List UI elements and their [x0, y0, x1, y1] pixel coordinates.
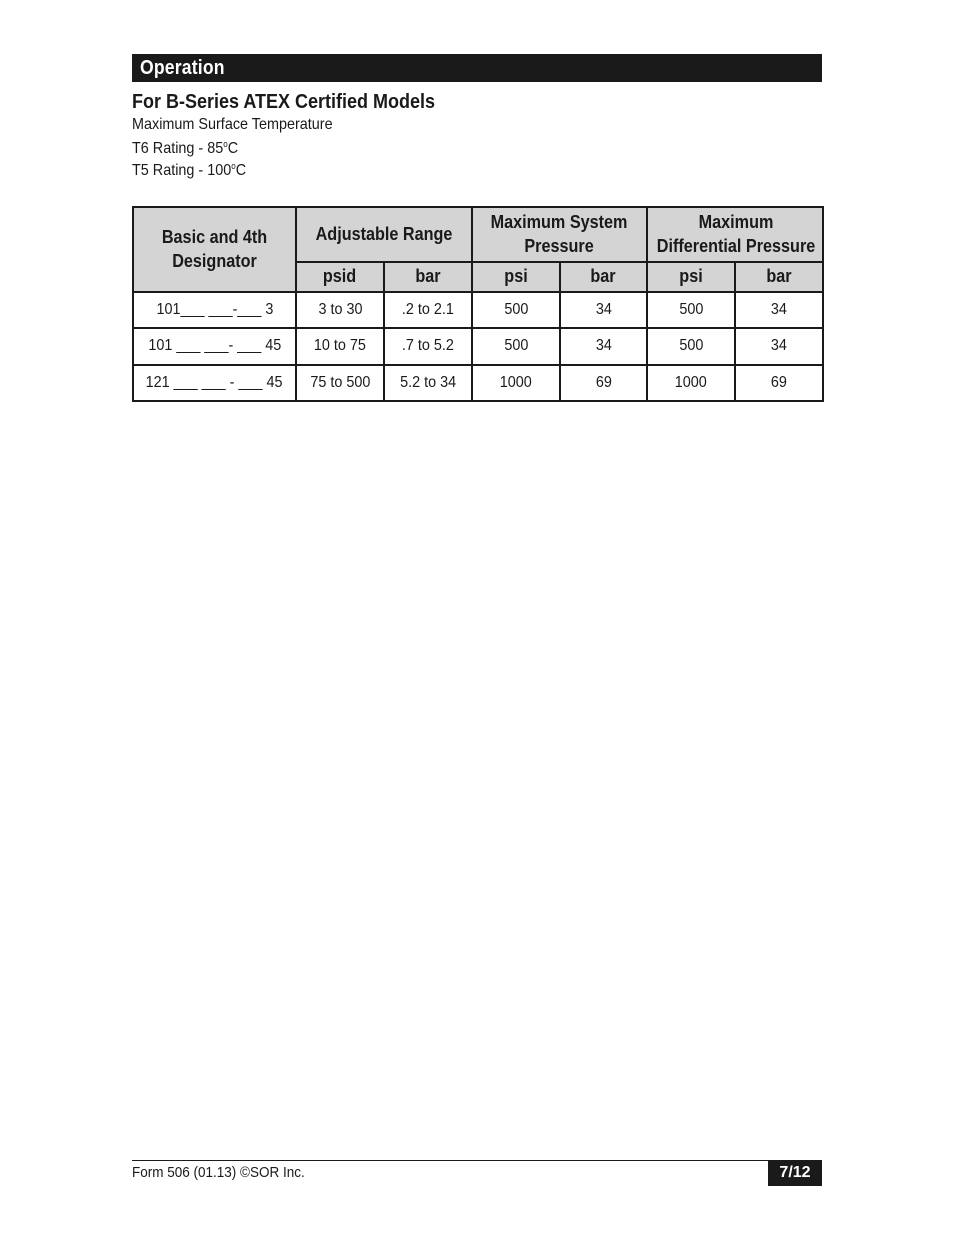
- cell-text: 69: [595, 373, 612, 391]
- table-cell: [472, 365, 560, 401]
- subheader-cell: [560, 262, 647, 292]
- table-cell: [133, 292, 296, 328]
- cell-text: 500: [503, 301, 529, 319]
- table-cell: [560, 292, 647, 328]
- cell-text: 500: [678, 337, 704, 355]
- temperature-unit: C: [235, 162, 247, 179]
- t5-rating-text: T5 Rating - 100: [132, 162, 232, 179]
- table-cell: [560, 365, 647, 401]
- table-cell: [472, 292, 560, 328]
- page-heading: For B-Series ATEX Certified Models: [132, 91, 436, 113]
- cell-text: 101___ ___-___ 3: [156, 301, 273, 319]
- table-cell: [384, 292, 472, 328]
- subheader-cell: [647, 262, 735, 292]
- table-row: [133, 365, 823, 401]
- t6-rating: [132, 139, 238, 158]
- section-header-bar: [132, 54, 822, 82]
- cell-text: .2 to 2.1: [401, 301, 455, 319]
- subheader-text: bar: [415, 266, 441, 287]
- cell-text: .7 to 5.2: [401, 337, 455, 355]
- subheader-text: psi: [679, 266, 703, 287]
- cell-text: 34: [595, 337, 612, 355]
- header-diff-line1: Maximum: [698, 212, 774, 233]
- subheader-cell: [472, 262, 560, 292]
- table-cell: [296, 365, 384, 401]
- table-row: [133, 292, 823, 328]
- table-cell: [647, 292, 735, 328]
- table-cell: [133, 328, 296, 364]
- cell-text: 34: [770, 301, 788, 319]
- cell-text: 101 ___ ___- ___ 45: [148, 337, 281, 355]
- temperature-unit: C: [227, 140, 239, 157]
- degree-mark: o: [223, 139, 228, 149]
- table-cell: [133, 365, 296, 401]
- cell-text: 3 to 30: [317, 301, 363, 319]
- pressure-spec-table: [132, 206, 824, 402]
- t6-rating-text: T6 Rating - 85: [132, 140, 224, 157]
- subheader-text: bar: [766, 266, 792, 287]
- cell-text: 34: [770, 337, 788, 355]
- subheader-text: psi: [504, 266, 528, 287]
- header-diff-line2: Differential Pressure: [656, 236, 816, 257]
- header-max-differential-pressure: [647, 207, 823, 262]
- temperature-label: Maximum Surface Temperature: [132, 116, 333, 133]
- page-number: 7/12: [768, 1160, 822, 1186]
- subheader-cell: [296, 262, 384, 292]
- table-cell: [296, 292, 384, 328]
- cell-text: 500: [678, 301, 704, 319]
- cell-text: 1000: [499, 373, 533, 391]
- footer-divider: [132, 1160, 822, 1161]
- header-basic-designator: [133, 207, 296, 292]
- degree-mark: o: [231, 161, 236, 171]
- header-max-system-pressure: [472, 207, 647, 262]
- header-basic-line1: Basic and 4th: [161, 227, 268, 248]
- table-header-row: [133, 207, 823, 262]
- table-cell: [735, 365, 823, 401]
- table-cell: [647, 328, 735, 364]
- subheader-text: bar: [590, 266, 617, 287]
- cell-text: 69: [770, 373, 788, 391]
- table-cell: [296, 328, 384, 364]
- table-cell: [472, 328, 560, 364]
- table-cell: [735, 328, 823, 364]
- cell-text: 500: [503, 337, 529, 355]
- header-basic-line2: Designator: [172, 251, 257, 272]
- subheader-text: psid: [323, 266, 357, 287]
- section-title: Operation: [140, 57, 225, 79]
- table-cell: [647, 365, 735, 401]
- table-cell: [735, 292, 823, 328]
- table-cell: [384, 328, 472, 364]
- cell-text: 75 to 500: [309, 373, 371, 391]
- cell-text: 1000: [674, 373, 708, 391]
- footer-form-info: Form 506 (01.13) ©SOR Inc.: [132, 1164, 305, 1181]
- header-adjustable-text: Adjustable Range: [315, 223, 453, 244]
- table-row: [133, 328, 823, 364]
- table-cell: [560, 328, 647, 364]
- cell-text: 34: [595, 301, 612, 319]
- header-system-line2: Pressure: [524, 236, 595, 257]
- cell-text: 5.2 to 34: [399, 373, 457, 391]
- table-cell: [384, 365, 472, 401]
- header-adjustable-range: [296, 207, 472, 262]
- cell-text: 10 to 75: [313, 337, 367, 355]
- header-system-line1: Maximum System: [491, 212, 628, 233]
- subheader-cell: [384, 262, 472, 292]
- subheader-cell: [735, 262, 823, 292]
- t5-rating: [132, 161, 246, 180]
- cell-text: 121 ___ ___ - ___ 45: [146, 373, 283, 391]
